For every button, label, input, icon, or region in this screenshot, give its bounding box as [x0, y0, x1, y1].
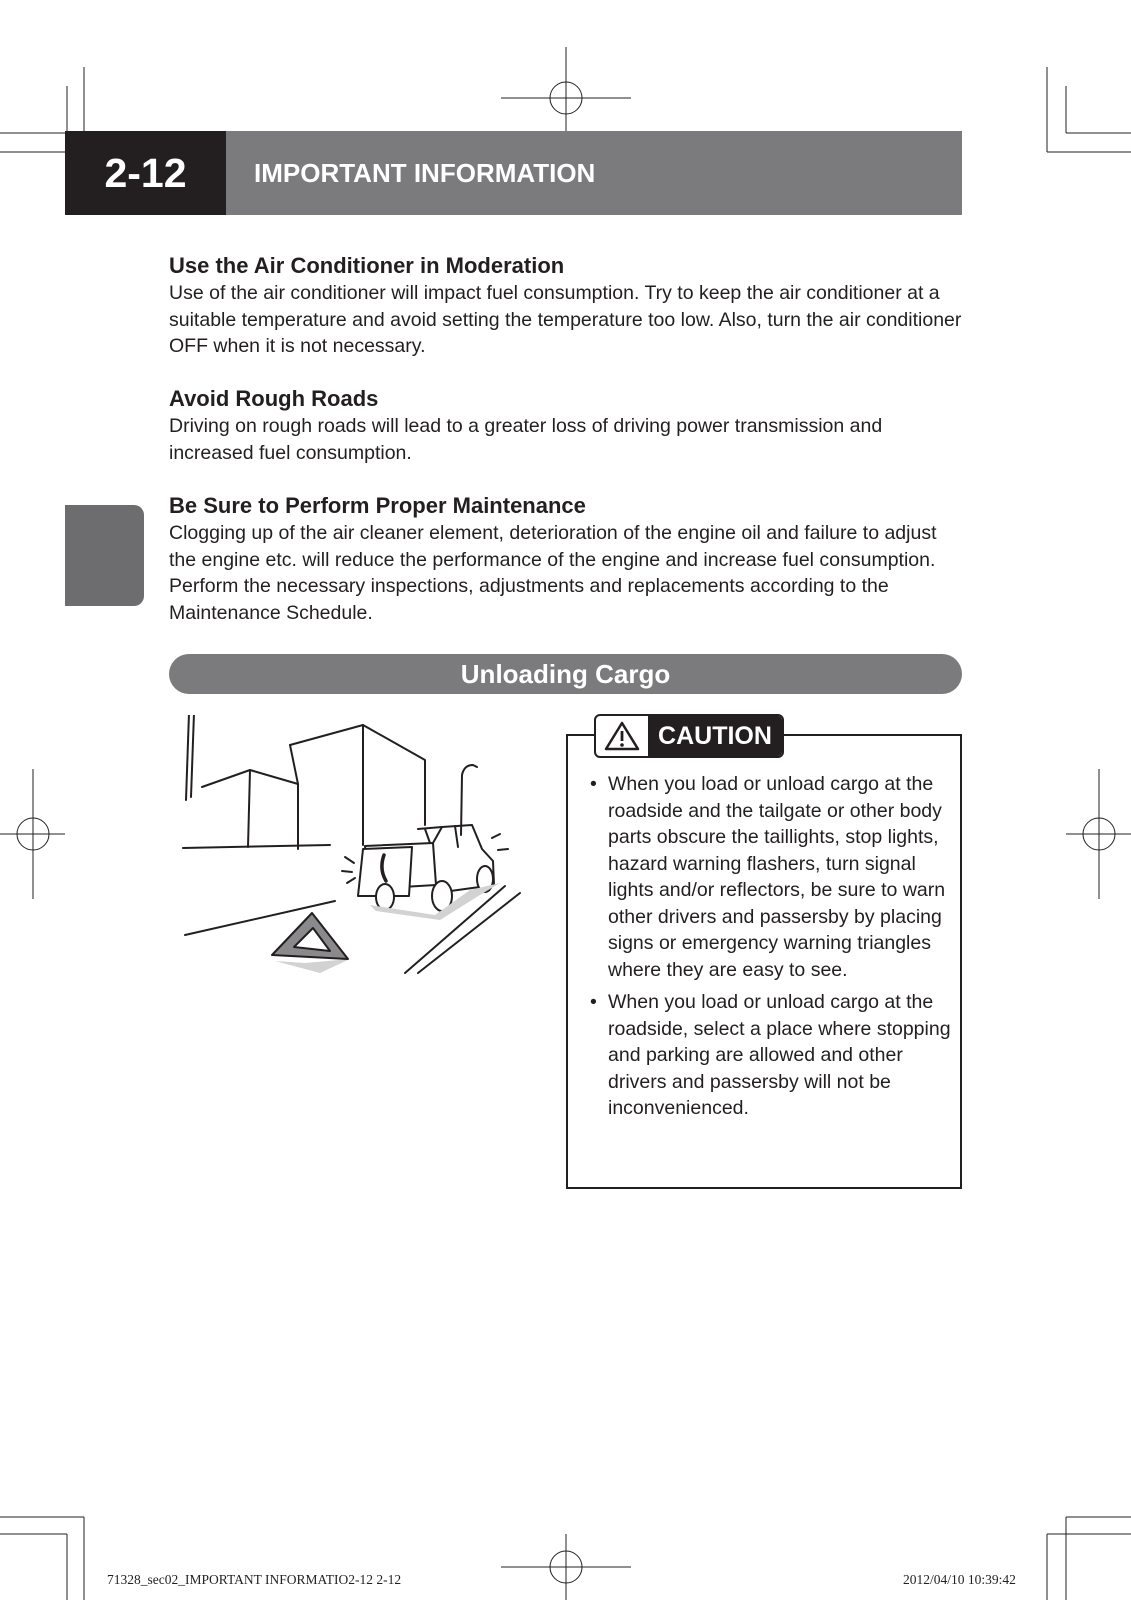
chapter-title: IMPORTANT INFORMATION [226, 131, 962, 215]
page-number: 2-12 [65, 131, 226, 215]
caution-item: • When you load or unload cargo at the roadside and the tailgate or other body parts obscure the taillights, stop lights, hazard warning flashers, turn signal lights and/or reflectors, be sure to warn other drivers and passersby by placing signs or emergency warning triangles where they are easy to see. [588, 771, 956, 983]
section-rough-roads [169, 385, 964, 466]
caution-list [588, 771, 956, 1128]
section-heading: Use the Air Conditioner in Moderation [169, 253, 565, 278]
caution-item: • When you load or unload cargo at the roadside, select a place where stopping and parking are allowed and other drivers and passersby will not be inconvenienced. [588, 989, 956, 1122]
footer-file-info: 71328_sec02_IMPORTANT INFORMATIO2-12 2-12 [107, 1572, 402, 1587]
section-thumb-tab [65, 505, 144, 606]
section-body: Use of the air conditioner will impact fuel consumption. Try to keep the air conditioner at a suitable temperature and avoid setting the temperature too low. Also, turn the air conditioner OFF when it is not necessary. [169, 282, 962, 357]
section-body: Driving on rough roads will lead to a greater loss of driving power transmission and increased fuel consumption. [169, 415, 883, 464]
unloading-cargo-heading: Unloading Cargo [169, 654, 962, 694]
caution-label [594, 714, 784, 758]
footer-timestamp: 2012/04/10 10:39:42 [903, 1572, 1016, 1587]
warning-triangle-icon [596, 716, 648, 756]
truck-roadside-illustration [180, 715, 525, 985]
section-heading: Avoid Rough Roads [169, 386, 379, 411]
caution-text: CAUTION [648, 716, 782, 756]
section-heading: Be Sure to Perform Proper Maintenance [169, 493, 586, 518]
section-body: Clogging up of the air cleaner element, deterioration of the engine oil and failure to adjust the engine etc. will reduce the performance of the engine and increase fuel consumption. Perform the necessary inspections, adjustments and replacements according to the Maintenance Schedule. [169, 522, 937, 624]
section-maintenance [169, 492, 964, 626]
section-air-conditioner [169, 252, 964, 360]
